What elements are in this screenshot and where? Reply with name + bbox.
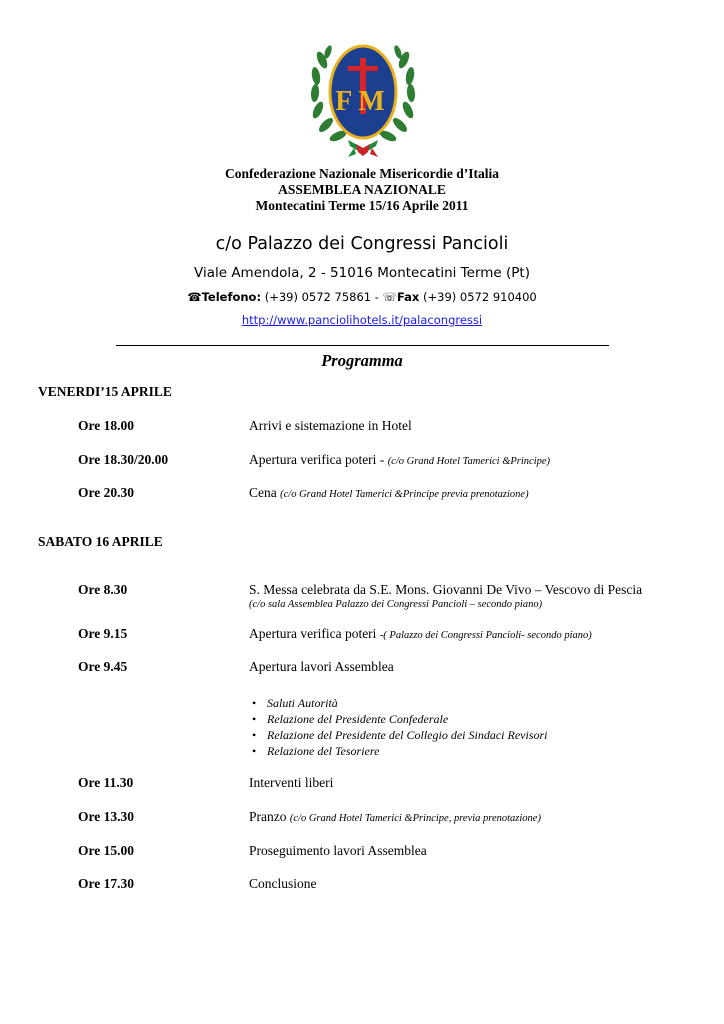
phone-label: Telefono: [201,290,262,304]
telephone-icon: ☎ [187,290,202,304]
list-item: • Relazione del Tesoriere [252,744,380,758]
schedule-time: Ore 15.00 [78,843,134,858]
schedule-time: Ore 13.30 [78,809,134,824]
schedule-activity: S. Messa celebrata da S.E. Mons. Giovanni De Vivo – Vescovo di Pescia [249,582,643,597]
schedule-activity: Pranzo (c/o Grand Hotel Tamerici &Principe, previa prenotazione) [249,809,541,824]
schedule-activity: Apertura verifica poteri -( Palazzo dei Congressi Pancioli- secondo piano) [249,626,592,641]
day-heading-friday: VENERDI’15 APRILE [38,384,172,399]
org-name: Confederazione Nazionale Misericordie d’Italia [224,166,500,181]
schedule-activity: Apertura lavori Assemblea [249,659,394,674]
day-heading-saturday: SABATO 16 APRILE [38,534,163,549]
list-item: • Relazione del Presidente del Collegio dei Sindaci Revisori [252,728,548,742]
misericordie-logo [308,40,418,158]
schedule-time: Ore 11.30 [78,775,134,790]
schedule-time: Ore 9.15 [78,626,128,641]
venue-address: Viale Amendola, 2 - 51016 Montecatini Terme (Pt) [194,265,530,281]
fax-label: Fax [396,290,420,304]
schedule-note: (c/o Grand Hotel Tamerici &Principe, previa prenotazione) [289,813,541,824]
schedule-note: (c/o Grand Hotel Tamerici &Principe previa prenotazione) [280,489,529,500]
schedule-time: Ore 8.30 [78,582,128,597]
schedule-note: (c/o Grand Hotel Tamerici &Principe) [387,456,551,467]
venue-contacts [0,290,724,304]
schedule-note: -( Palazzo dei Congressi Pancioli- secondo piano) [379,630,592,641]
list-item: • Saluti Autorità [252,696,338,710]
event-place-date: Montecatini Terme 15/16 Aprile 2011 [255,198,469,213]
list-item: • Relazione del Presidente Confederale [252,712,449,726]
schedule-time: Ore 9.45 [78,659,128,674]
schedule-time: Ore 18.30/20.00 [78,452,169,467]
schedule-activity: Conclusione [249,876,317,891]
schedule-activity: Arrivi e sistemazione in Hotel [249,418,412,433]
fax-number: (+39) 0572 910400 [423,290,537,304]
schedule-activity: Proseguimento lavori Assemblea [249,843,427,858]
schedule-activity: Interventi liberi [249,775,334,790]
venue-website-link[interactable]: http://www.panciolihotels.it/palacongressi [241,313,483,327]
phone-number: (+39) 0572 75861 - [264,290,379,304]
logo-letters: FM [335,86,391,117]
agenda-bullet-list [249,695,548,759]
schedule-time: Ore 20.30 [78,485,134,500]
event-name: ASSEMBLEA NAZIONALE [278,182,446,197]
schedule-time: Ore 17.30 [78,876,134,891]
schedule-activity: Cena (c/o Grand Hotel Tamerici &Principe previa prenotazione) [249,485,529,500]
programma-title: Programma [321,351,403,370]
divider [116,345,609,346]
schedule-note: (c/o sala Assemblea Palazzo dei Congressi Pancioli – secondo piano) [249,599,543,610]
ribbon-icon [348,140,378,157]
fax-icon: ☏ [382,290,397,304]
schedule-activity: Apertura verifica poteri - (c/o Grand Hotel Tamerici &Principe) [249,452,551,467]
venue-title: c/o Palazzo dei Congressi Pancioli [215,234,509,254]
schedule-time: Ore 18.00 [78,418,134,433]
